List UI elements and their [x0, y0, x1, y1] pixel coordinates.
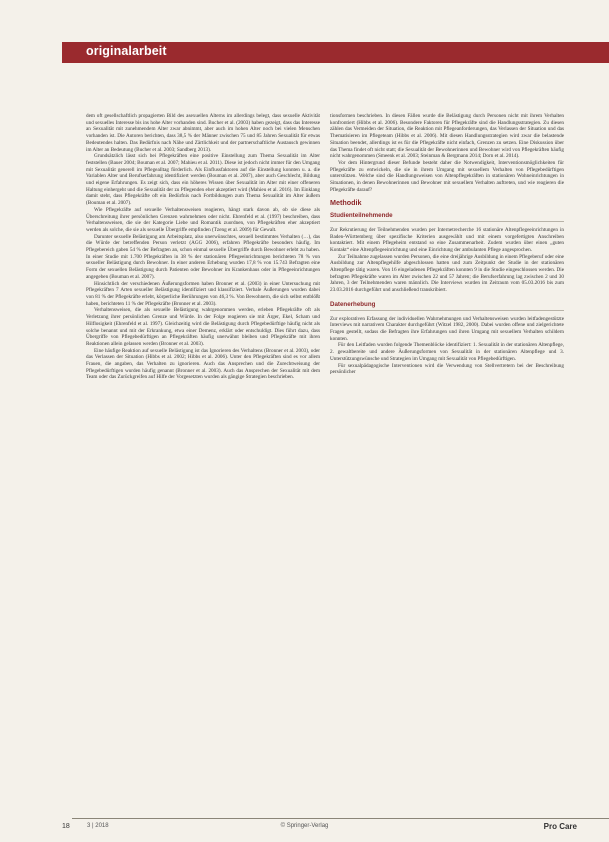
body-paragraph: Wie Pflegekräfte auf sexuelle Verhaltensweisen reagieren, hängt stark davon ab, ob sie diese als Überschreitung ihrer persönlichen Grenzen wahrnehmen oder nicht. Ehrenfeld et al. (1997) beschreiben, dass Verhaltensweisen, die sie der Kategorie Liebe und Romantik zuordnen, von Pflegekräften eher akzeptiert werden als solche, die sie als sexuelle Übergriffe empfinden (Tzeng et al. 2009) für Gewalt.: [86, 206, 320, 233]
method-heading: Methodik: [330, 198, 362, 208]
left-column: [86, 113, 320, 803]
body-paragraph: Grundsätzlich lässt sich bei Pflegekräften eine positive Einstellung zum Thema Sexualität im Alter feststellen (Bauer 2004; Bouman et al. 2007; Mahieu et al. 2011). Diese ist jedoch nicht immer für den Umgang mit Sexualität generell im Pflegealltag förderlich. Als Einflussfaktoren auf die Einstellung konnten u. a. die Variablen Alter und Berufserfahrung identifiziert werden (Bouman et al. 2007), aber auch Geschlecht, Bildung und eigene Erfahrungen. Es zeigt sich, dass ein höheres Wissen über Sexualität im Alter mit einer offeneren Haltung einhergeht und die Sexualität der zu Pflegenden eher akzeptiert wird (Mahieu et al. 2016). Im Einklang damit steht, dass Pflegekräfte oft ein Bedürfnis nach Fortbildungen zum Thema Sexualität im Alter äußern (Bouman et al. 2007).: [86, 153, 320, 207]
body-paragraph: Zur Rekrutierung der Teilnehmenden wurden per Internetrecherche 16 stationäre Altenpflegeeinrichtungen in Baden-Württemberg über spezifische Kriterien ausgewählt und mit einem vorgefertigten Anschreiben kontaktiert. Mit einem Pflegeheim entstand so eine Zusammenarbeit. Zudem wurden über einen „guten Kontakt“ eine Altenpflegeeinrichtung und eine Einrichtung der ambulanten Pflege angesprochen.: [330, 226, 564, 253]
body-paragraph: tionsformen beschrieben. In diesen Fällen wurde die Belästigung durch Personen nicht mit ihrem Verhalten konfrontiert (Hibbs et al. 2006). Besondere Faktoren für Pflegekräfte sind die Handlungsstrategien. Zu diesen zählen das Vermeiden der Situation, die Reaktion mit Pflegeanforderungen, das Verlassen der Situation und das Thematisieren im Pflegeteam (Hibbs et al. 2006). Mit diesen Handlungsstrategien wird zwar die belastende Situation beendet, allerdings ist es für die Pflegekräfte nicht einfach, Grenzen zu setzen. Eine Diskussion über das Thema findet oft nicht statt; die Sexualität der Bewohnerinnen und Bewohner wird von Pflegekräften häufig nicht wahrgenommen (Smeenk et al. 2003; Steinman & Bergmann 2014; Dorn et al. 2014).: [330, 113, 564, 160]
body-paragraph: Zur explorativen Erfassung der individuellen Wahrnehmungen und Verhaltensweisen wurden leitfadengestützte Interviews mit narrativem Charakter durchgeführt (Witzel 1982, 2000). Dabei wurden offene und zielgerichtete Fragen gestellt, sodass die Befragten ihre Erfahrungen und ihren Umgang mit sexuellem Verhalten schildern konnten.: [330, 315, 564, 342]
journal-name: Pro Care: [543, 822, 577, 831]
body-paragraph: Hinsichtlich der verschiedenen Äußerungsformen haben Bronner et al. (2003) in einer Untersuchung mit Pflegekräften 7 Arten sexueller Belästigung identifiziert und klassifiziert. Verbale Äußerungen wurden dabei von 81 % der Pflegekräfte erlebt, körperliche Berührungen von 46,3 %. Von Bewohnern, die sich selbst entblößt haben, berichteten 11 % der Pflegekräfte (Bronner et al. 2003).: [86, 280, 320, 307]
body-paragraph: Für den Leitfaden wurden folgende Themenblöcke identifiziert: 1. Sexualität in der stationären Altenpflege, 2. gewaltbereite und andere Äußerungsformen von Sexualität in der stationären Altenpflege und 3. Unterstützungswünsche und Strategien im Umgang mit Sexualität von Pflegebedürftigen.: [330, 342, 564, 362]
sample-heading: Studienteilnehmende: [330, 213, 564, 222]
body-paragraph: Zur Teilnahme zugelassen wurden Personen, die eine dreijährige Ausbildung in einem Pflegeberuf oder eine Ausbildung zur Altenpflegehilfe abgeschlossen hatten und zum Zeitpunkt der Studie in der stationären Altenpflege tätig waren. Von 16 eingeladenen Pflegekräften konnten 9 in die Studie eingeschlossen werden. Die befragten Pflegekräfte waren im Alter zwischen 22 und 57 Jahren; die Berufserfahrung lag zwischen 2 und 30 Jahren, 3 der Teilnehmenden waren männlich. Die Interviews wurden im Zeitraum vom 05.03.2016 bis zum 23.03.2016 durchgeführt und anschließend transkribiert.: [330, 253, 564, 294]
issue-label: 3 | 2018: [87, 823, 109, 829]
body-paragraph: Darunter sexuelle Belästigung am Arbeitsplatz, also unerwünschtes, sexuell bestimmtes Verhalten (…), das die Würde der betreffenden Person verletzt (AGG 2006), erfahren Pflegekräfte besonders häufig. Im Pflegebereich gaben 54 % der Befragten an, schon einmal sexuelle Übergriffe durch Bewohner erlebt zu haben. In einer Studie mit 1.700 Pflegekräften in 38 % der stationären Pflegeeinrichtungen berichteten 78 % von sexueller Belästigung durch Bewohner. In einer anderen Erhebung wurden 17,8 % von 15.743 Befragten eine Form der sexuellen Belästigung durch Patienten oder Bewohner im Krankenhaus oder in Pflegeeinrichtungen angegeben (Bouman et al. 2007).: [86, 233, 320, 280]
right-column: [330, 113, 564, 803]
page-number: 18: [62, 823, 70, 830]
publisher-label: © Springer-Verlag: [280, 823, 329, 829]
section-label: originalarbeit: [86, 44, 167, 58]
body-paragraph: dem oft gesellschaftlich propagierten Bild des asexuellen Alterns im allerdings belegt, dass sexuelle Aktivität und sexuelles Interesse bis ins hohe Alter vorhanden sind. Bucher et al. (2003) haben gezeigt, dass das Interesse an Sexualität mit zunehmendem Alter zwar abnimmt, aber auch im hohen Alter noch bei vielen Menschen vorhanden ist. Die Autoren berichten, dass 38,5 % der Männer zwischen 75 und 85 Jahren Sexualität für etwas Bedeutendes halten. Das Bedürfnis nach Nähe und Zärtlichkeit und der partnerschaftliche Austausch gewinnen im Alter an Bedeutung (Bucher et al. 2003; Sandberg 2013).: [86, 113, 320, 153]
body-paragraph: Für sexualpädagogische Interventionen wird die Verwendung von Stellvertretern bei der Beschreibung persönlicher: [330, 362, 564, 376]
footer-rule: [72, 818, 609, 819]
body-paragraph: Vor dem Hintergrund dieser Befunde besteht daher die Notwendigkeit, Interventionsmöglichkeiten für Pflegekräfte zu entwickeln, die sie in ihrem Umgang mit sexuellem Verhalten von Pflegebedürftigen unterstützen. Welche sind die Handlungsweisen von Altenpflegekräften in stationären Wohneinrichtungen in Situationen, in denen Bewohnerinnen und Bewohner mit sexuellem Verhalten auftreten, und wie reagieren die Pflegekräfte darauf?: [330, 159, 564, 193]
body-paragraph: Eine häufige Reaktion auf sexuelle Belästigung ist das Ignorieren des Verhaltens (Bronner et al. 2003), oder das Verlassen der Situation (Hibbs et al. 2002; Hibbs et al. 2006). Unter den Pflegekräften sind es vor allem Frauen, die angaben, das Verhalten zu ignorieren. Auch das Ansprechen und die Zurechtweisung der Pflegebedürftigen wurden häufig genannt (Bronner et al. 2003). Auch das Ansprechen der Sexualität mit dem Team oder das Zurückgreifen auf Hilfe der Vorgesetzten wurden als gängige Strategien beschrieben.: [86, 347, 320, 381]
body-paragraph: Verhaltensweisen, die als sexuelle Belästigung wahrgenommen werden, erleben Pflegekräfte oft als Verletzung ihrer persönlichen Grenze und Würde. In der Folge reagieren sie mit Ärger, Ekel, Scham und Hilflosigkeit (Ehrenfeld et al. 1997). Gleichzeitig wird die Belästigung durch Pflegebedürftige häufig nicht als solche benannt und mit der Erkrankung, etwa einer Demenz, erklärt oder entschuldigt. Dies führt dazu, dass Übergriffe von Pflegebedürftigen an Pflegekräften häufig unerwähnt bleiben und Pflegekräfte mit ihren Reaktionen allein gelassen werden (Bronner et al. 2003).: [86, 307, 320, 347]
data-heading: Datenerhebung: [330, 302, 564, 311]
